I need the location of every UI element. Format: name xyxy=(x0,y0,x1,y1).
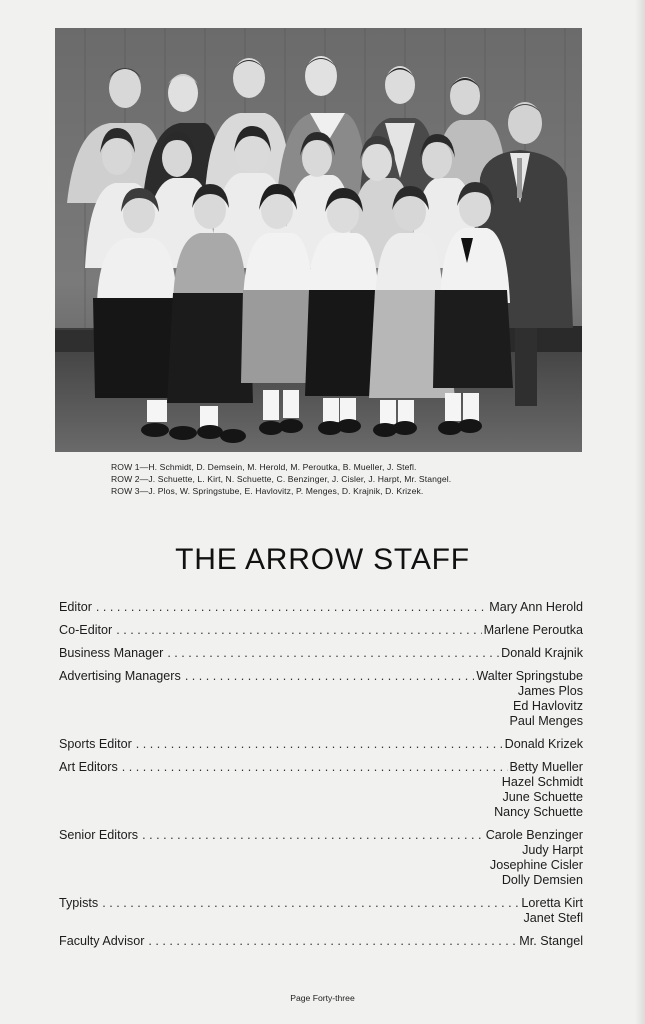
staff-name: Josephine Cisler xyxy=(489,858,583,872)
staff-role: Co-Editor xyxy=(59,623,113,637)
staff-role: Sports Editor xyxy=(59,737,132,751)
staff-name: Walter Springstube xyxy=(476,669,583,683)
staff-name: Mary Ann Herold xyxy=(489,600,583,614)
staff-entry-typists xyxy=(59,896,583,926)
staff-entry-business-manager xyxy=(59,646,583,661)
dot-leader xyxy=(116,623,481,638)
caption-row-1: ROW 1—H. Schmidt, D. Demsein, M. Herold, M. Peroutka, B. Mueller, J. Stefl. xyxy=(111,462,417,472)
staff-name: Nancy Schuette xyxy=(494,805,583,819)
staff-name: Ed Havlovitz xyxy=(513,699,583,713)
dot-leader xyxy=(148,934,517,949)
staff-entry-sports-editor xyxy=(59,737,583,752)
staff-name: Donald Krajnik xyxy=(501,646,583,660)
staff-name: Judy Harpt xyxy=(522,843,583,857)
page-number: Page Forty-three xyxy=(290,993,355,1003)
dot-leader xyxy=(96,600,487,615)
dot-leader xyxy=(136,737,503,752)
staff-list xyxy=(59,600,583,957)
staff-name: Loretta Kirt xyxy=(521,896,583,910)
staff-name: Donald Krizek xyxy=(504,737,583,751)
page-title: THE ARROW STAFF xyxy=(175,543,470,576)
staff-entry-editor xyxy=(59,600,583,615)
staff-entry-advertising-managers xyxy=(59,669,583,729)
staff-role: Senior Editors xyxy=(59,828,139,842)
staff-role: Faculty Advisor xyxy=(59,934,145,948)
staff-entry-senior-editors xyxy=(59,828,583,888)
staff-role: Advertising Managers xyxy=(59,669,181,683)
staff-name: June Schuette xyxy=(502,790,583,804)
staff-name: Paul Menges xyxy=(509,714,583,728)
dot-leader xyxy=(122,760,508,775)
dot-leader xyxy=(102,896,519,911)
page-edge xyxy=(635,0,645,1024)
dot-leader xyxy=(142,828,484,843)
photo-caption xyxy=(111,461,571,497)
caption-row-2: ROW 2—J. Schuette, L. Kirt, N. Schuette, C. Benzinger, J. Cisler, J. Harpt, Mr. Stangel. xyxy=(111,474,452,484)
staff-name: Hazel Schmidt xyxy=(501,775,583,789)
staff-role: Business Manager xyxy=(59,646,164,660)
staff-name: Dolly Demsien xyxy=(501,873,583,887)
staff-role: Editor xyxy=(59,600,92,614)
dot-leader xyxy=(167,646,499,661)
staff-name: Marlene Peroutka xyxy=(483,623,583,637)
staff-group-photo xyxy=(55,28,582,452)
staff-name: Carole Benzinger xyxy=(485,828,583,842)
staff-name: James Plos xyxy=(517,684,583,698)
staff-name: Mr. Stangel xyxy=(519,934,583,948)
staff-entry-art-editors xyxy=(59,760,583,820)
staff-role: Typists xyxy=(59,896,99,910)
caption-row-3: ROW 3—J. Plos, W. Springstube, E. Havlovitz, P. Menges, D. Krajnik, D. Krizek. xyxy=(111,486,424,496)
staff-entry-co-editor xyxy=(59,623,583,638)
staff-role: Art Editors xyxy=(59,760,118,774)
staff-name: Betty Mueller xyxy=(509,760,583,774)
staff-entry-faculty-advisor xyxy=(59,934,583,949)
dot-leader xyxy=(185,669,475,684)
staff-name: Janet Stefl xyxy=(523,911,583,925)
